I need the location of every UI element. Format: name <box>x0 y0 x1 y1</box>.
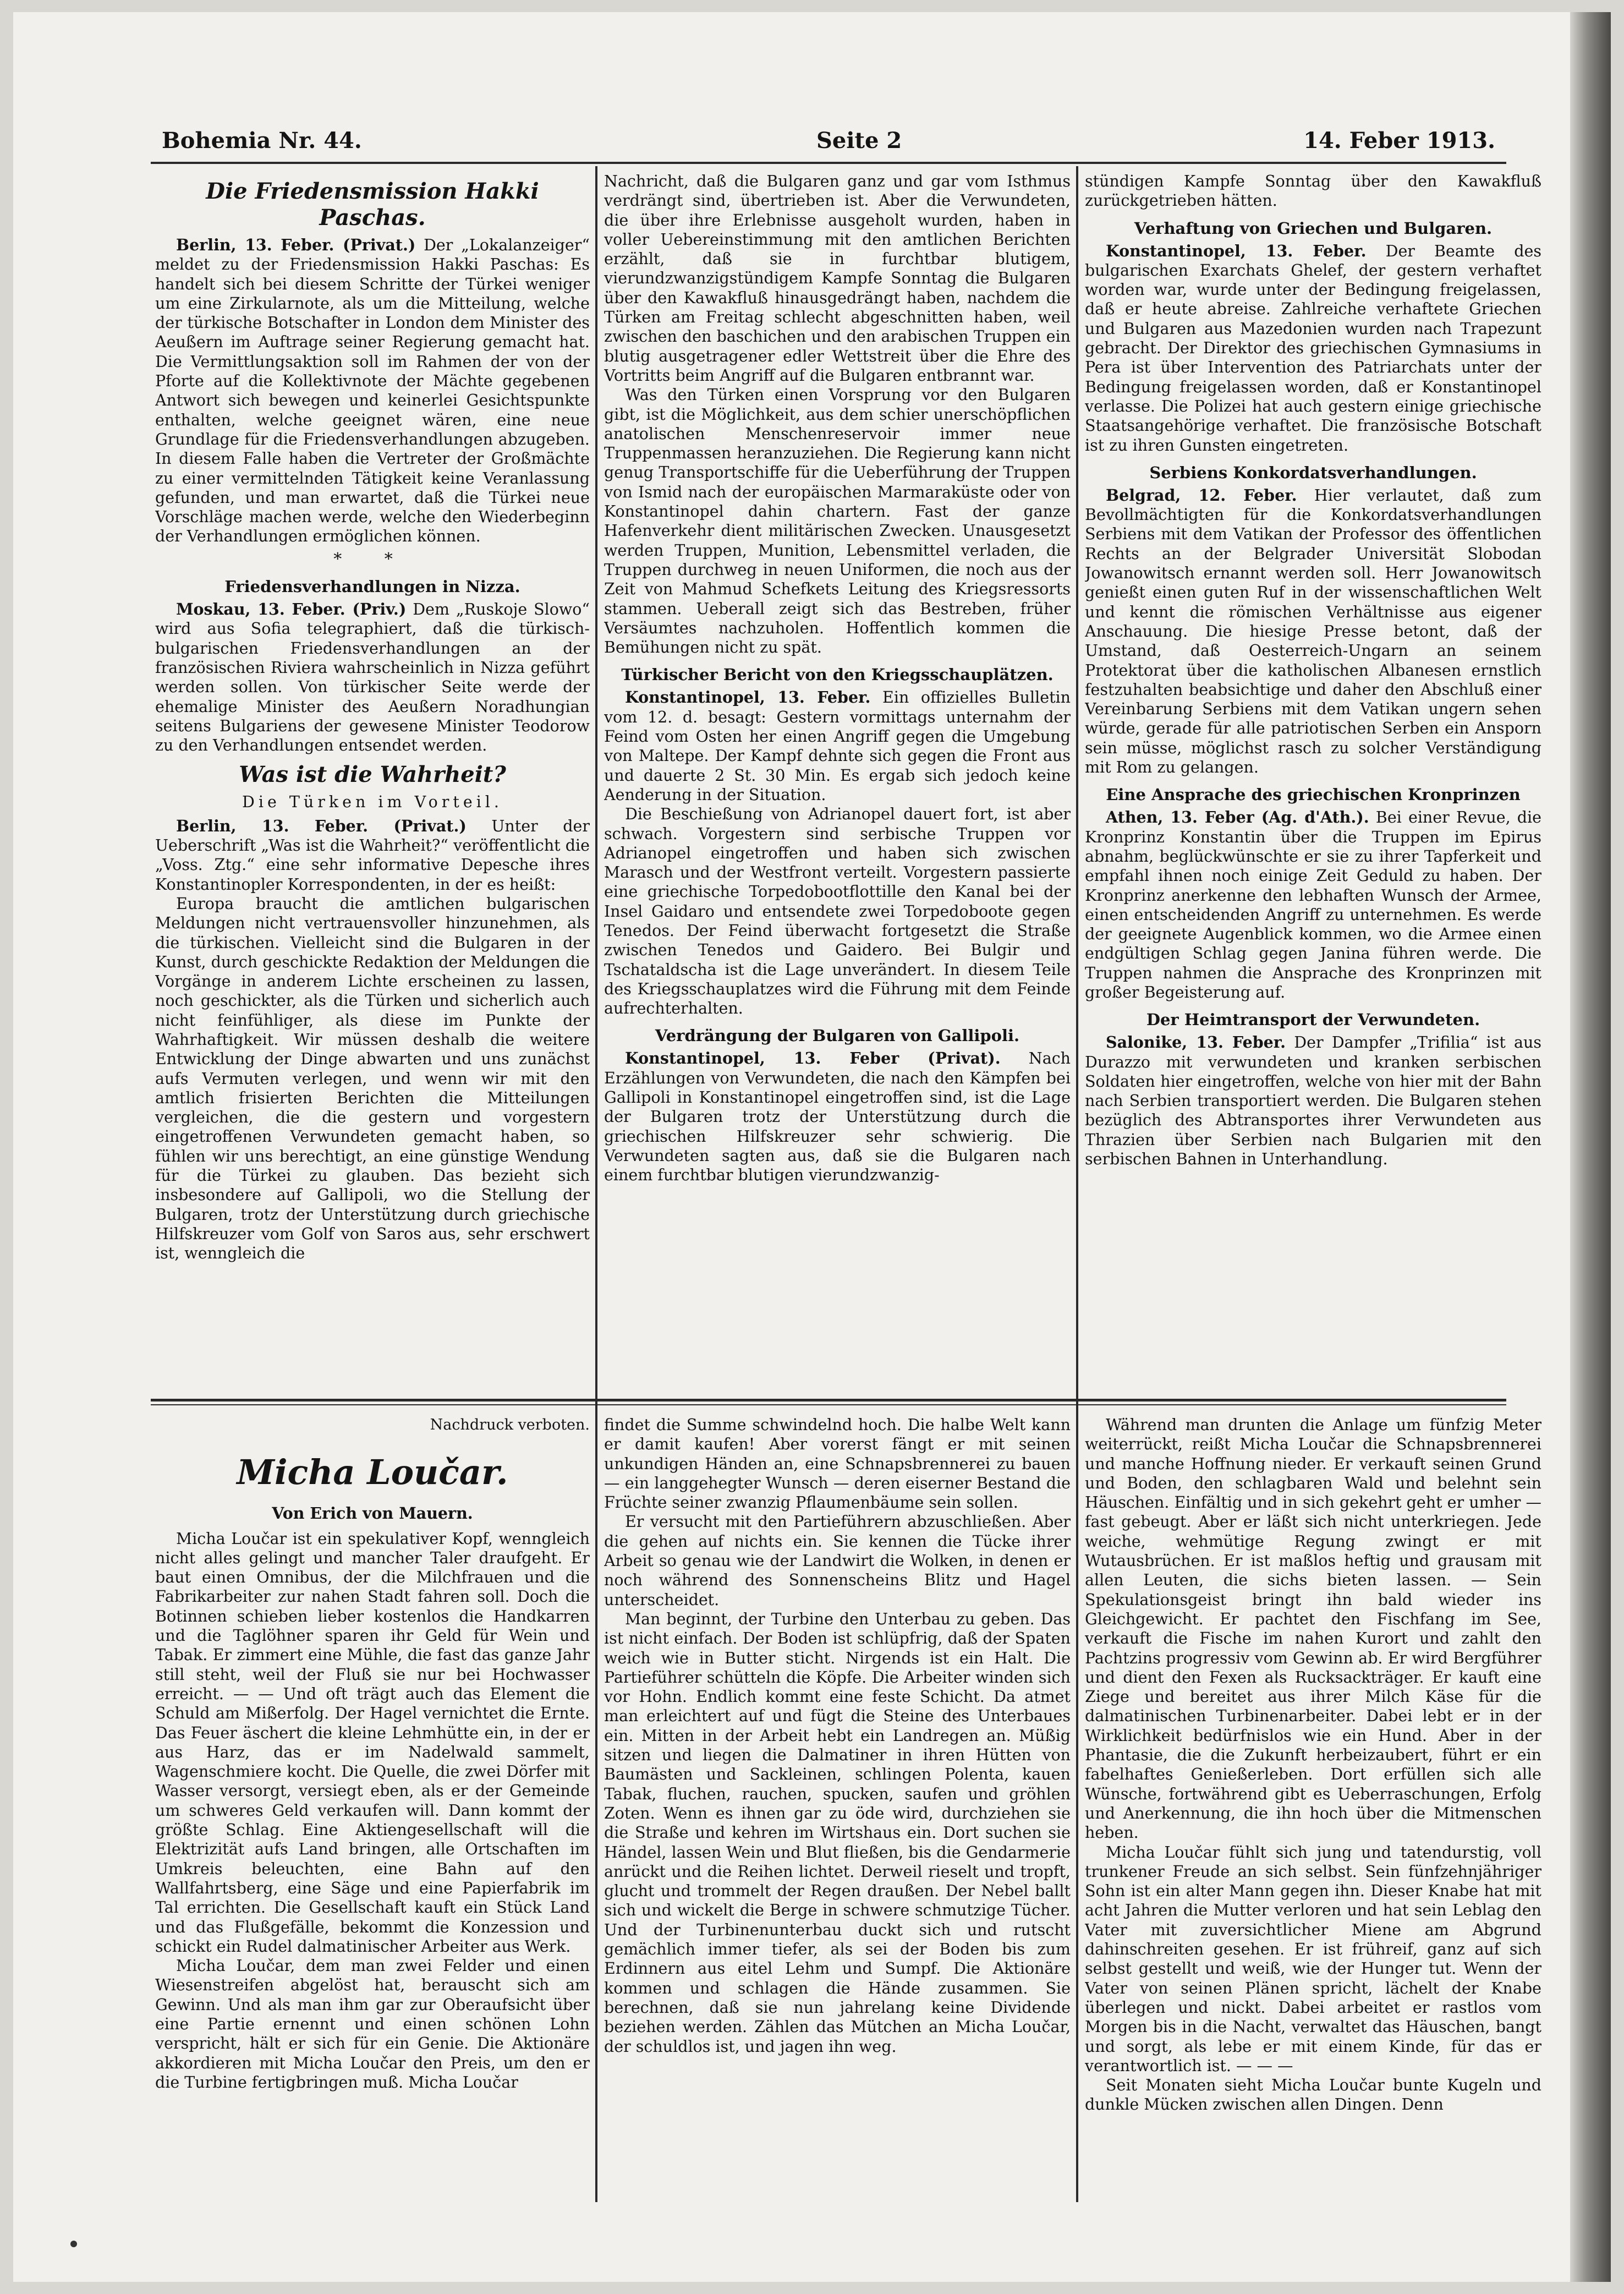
feuilleton-paragraph: Micha Loučar, dem man zwei Felder und einen Wiesenstreifen abgelöst hat, berauscht sich am Gewinn. Und als man ihm gar zur Oberaufsicht über eine Partie ernennt und einen schönen Lohn verspricht, hält er sich für ein Genie. Die Aktionäre akkordieren mit Micha Loučar den Preis, um den er die Turbine fertigbringen muß. Micha Loučar <box>155 1957 590 2092</box>
feuilleton-rule-top <box>151 1399 1506 1401</box>
reprint-notice: Nachdruck verboten. <box>430 1416 590 1433</box>
article-title-kriegsschauplaetze: Türkischer Bericht von den Kriegsschauplätzen. <box>621 665 1054 685</box>
margin-mark <box>70 2241 77 2247</box>
feuilleton-paragraph: findet die Summe schwindelnd hoch. Die halbe Welt kann er damit kaufen! Aber vorerst fängt er mit seinen unkundigen Händen an, eine Schnapsbrennerei zu bauen — ein langgehegter Wunsch — deren eiserner Bestand die Früchte seiner zwanzig Pflaumenbäume sein sollen. <box>604 1416 1071 1512</box>
header-page-number: Seite 2 <box>816 128 902 154</box>
feuilleton-column-rule-2 <box>1076 1410 1078 2202</box>
page-header <box>151 122 1506 161</box>
article-paragraph: Konstantinopel, 13. Feber. Ein offizielles Bulletin vom 12. d. besagt: Gestern vormittags unternahm der Feind vom Osten her einen Angriff gegen die Umgebung von Maltepe. Der Kampf dehnte sich gegen die Front aus und dauerte 2 St. 30 Min. Es ergab sich jedoch keine Aenderung in der Situation. <box>604 688 1071 804</box>
article-title-verhaftung: Verhaftung von Griechen und Bulgaren. <box>1134 218 1493 238</box>
article-title-wahrheit: Was ist die Wahrheit? <box>239 762 506 788</box>
feuilleton-byline: Von Erich von Mauern. <box>272 1504 473 1523</box>
article-paragraph: Salonike, 13. Feber. Der Dampfer „Trifilia“ ist aus Durazzo mit verwundeten und kranken serbischen Soldaten hier eingetroffen, welche von hier mit der Bahn nach Serbien transportiert werden. Die Bulgaren stehen bezüglich des Abtransportes ihrer Verwundeten aus Thrazien über Serbien nach Bulgarien mit den serbischen Bahnen in Unterhandlung. <box>1085 1033 1541 1169</box>
feuilleton-title: Micha Loučar. <box>237 1452 508 1493</box>
column-rule-2 <box>1076 166 1078 1415</box>
article-paragraph: Konstantinopel, 13. Feber. Der Beamte des bulgarischen Exarchats Ghelef, der gestern verhaftet worden war, wurde unter der Bedingung freigelassen, daß er heute abreise. Zahlreiche verhaftete Griechen und Bulgaren aus Mazedonien wurden nach Trapezunt gebracht. Der Direktor des griechischen Gymnasiums in Pera ist über Intervention des Patriarchats unter der Bedingung freigelassen worden, daß er Konstantinopel verlasse. Die Polizei hat auch gestern einige griechische Staatsangehörige verhaftet. Die französische Botschaft ist zu ihren Gunsten eingetreten. <box>1085 241 1541 455</box>
feuilleton-column-rule-1 <box>595 1410 597 2202</box>
article-paragraph: Was den Türken einen Vorsprung vor den Bulgaren gibt, ist die Möglichkeit, aus dem schier unerschöpflichen anatolischen Menschenreservoir immer neue Truppenmassen heranzuziehen. Die Regierung kann nicht genug Transportschiffe für die Ueberführung der Truppen von Ismid nach der europäischen Marmaraküste oder von Konstantinopel dahin chartern. Fast der ganze Hafenverkehr dient militärischen Zwecken. Unausgesetzt werden Truppen, Munition, Lebensmittel verladen, die Truppen durchweg in neuen Uniformen, die noch aus der Zeit von Mahmud Schefkets Leitung des Kriegsressorts stammen. Ueberall zeigt sich das Bestreben, früher Versäumtes nachzuholen. Hoffentlich kommen die Bemühungen nicht zu spät. <box>604 386 1071 657</box>
header-date: 14. Feber 1913. <box>1303 128 1495 154</box>
feuilleton-paragraph: Micha Loučar fühlt sich jung und tatendurstig, voll trunkener Freude an sich selbst. Sein fünfzehnjähriger Sohn ist ein alter Mann gegen ihn. Dieser Knabe hat mit acht Jahren die Mutter verloren und hat sein Leblag den Vater mit zuversichtlicher Miene am Abgrund dahinschreiten gesehen. Er ist frühreif, ganz auf sich selbst gestellt und weiß, wie der Hunger tut. Wenn der Vater von seinen Plänen spricht, lächelt der Knabe überlegen und nickt. Dabei arbeitet er rastlos vom Morgen bis in die Nacht, verwaltet das Häuschen, bangt und sorgt, als lebe er mit einem Kinde, für das er verantwortlich ist. — — — <box>1085 1843 1541 2075</box>
feuilleton-paragraph: Er versucht mit den Partieführern abzuschließen. Aber die gehen auf nichts ein. Sie kennen die Tücke ihrer Arbeit so genau wie der Landwirt die Wolken, in denen er noch während des Sonnenscheins Blitz und Hagel unterscheidet. <box>604 1513 1071 1609</box>
article-subtitle: Die Türken im Vorteil. <box>242 793 503 812</box>
column-2 <box>604 172 1071 1382</box>
column-rule-1 <box>595 166 597 1415</box>
newspaper-page <box>13 12 1611 2282</box>
page-binding-edge <box>1570 12 1611 2282</box>
section-separator-stars: * * <box>333 549 412 569</box>
article-title-kronprinz: Eine Ansprache des griechischen Kronprinzen <box>1106 785 1521 804</box>
column-1 <box>155 172 590 1382</box>
header-issue: Bohemia Nr. 44. <box>162 128 362 154</box>
feuilleton-paragraph: Man beginnt, der Turbine den Unterbau zu geben. Das ist nicht einfach. Der Boden ist schlüpfrig, daß der Spaten weich wie in Butter sticht. Nirgends ist ein Halt. Die Partieführer schütteln die Köpfe. Die Arbeiter winden sich vor Hohn. Endlich kommt eine feste Schicht. Da atmet man erleichtert auf und fügt die Steine des Unterbaues ein. Mitten in der Arbeit hebt ein Landregen an. Müßig sitzen und liegen die Dalmatiner in ihren Hütten von Baumästen und Sackleinen, schlingen Polenta, kauen Tabak, fluchen, rauchen, spucken, saufen und gröhlen Zoten. Wenn es ihnen gar zu öde wird, durchziehen sie die Straße und kehren im Wirtshaus ein. Dort suchen sie Händel, lassen Wein und Blut fließen, bis die Gendarmerie anrückt und die Reihen lichtet. Derweil rieselt und tropft, glucht und trommelt der Regen draußen. Der Nebel ballt sich und wickelt die Berge in schwere schmutzige Tücher. Und der Turbinenunterbau duckt sich und rutscht gemächlich immer tiefer, als sei der Boden bis zum Erdinnern aus eitel Lehm und Sumpf. Die Aktionäre kommen und schlagen die Hände zusammen. Sie berechnen, daß sie nun jahrelang keine Dividende beziehen werden. Zählen das Mütchen an Micha Loučar, der schuldlos ist, und jagen ihn weg. <box>604 1609 1071 2056</box>
article-paragraph: Konstantinopel, 13. Feber (Privat). Nach Erzählungen von Verwundeten, die nach den Kämpfen bei Gallipoli in Konstantinopel eingetroffen sind, ist die Lage der Bulgaren trotz der Unterstützung durch die griechischen Hilfskreuzer sehr schwierig. Die Verwundeten sagten aus, daß sie die Bulgaren nach einem furchtbar blutigen vierundzwanzig- <box>604 1049 1071 1185</box>
article-paragraph: Belgrad, 12. Feber. Hier verlautet, daß zum Bevollmächtigten für die Konkordatsverhandlungen Serbiens mit dem Vatikan der Professor des öffentlichen Rechts an der Belgrader Universität Slobodan Jowanowitsch ernannt werden soll. Herr Jowanowitsch genießt einen guten Ruf in der wissenschaftlichen Welt und kennt die römischen Verhältnisse aus eigener Anschauung. Die hiesige Presse betont, daß der Umstand, daß Oesterreich-Ungarn an seinem Protektorat über die katholischen Albanesen ernstlich festzuhalten beabsichtige und daher den Abschluß einer Vereinbarung Serbiens mit dem Vatikan ungern sehen würde, gerade für alle patriotischen Serben ein Ansporn sein müsse, möglichst rasch zu solcher Verständigung mit Rom zu gelangen. <box>1085 485 1541 777</box>
feuilleton-column-2 <box>604 1415 1071 2197</box>
article-paragraph: Athen, 13. Feber (Ag. d'Ath.). Bei einer Revue, die Kronprinz Konstantin über die Truppen im Epirus abnahm, beglückwünschte er sie zu ihrer Tapferkeit und empfahl ihnen noch einige Zeit Geduld zu haben. Der Kronprinz anerkenne den lebhaften Wunsch der Armee, einen entscheidenden Angriff zu unternehmen. Es werde der geeignete Augenblick kommen, wo die Armee einen endgültigen Schlag gegen Janina führen werde. Die Truppen nahmen die Ansprache des Kronprinzen mit großer Begeisterung auf. <box>1085 808 1541 1001</box>
article-title-heimtransport: Der Heimtransport der Verwundeten. <box>1146 1010 1480 1030</box>
article-title-nizza: Friedensverhandlungen in Nizza. <box>224 577 520 596</box>
article-paragraph: Europa braucht die amtlichen bulgarischen Meldungen nicht vertrauensvoller hinzunehmen, als die türkischen. Vielleicht sind die Bulgaren in der Kunst, durch geschickte Redaktion der Meldungen die Vorgänge in anderem Lichte erscheinen zu lassen, noch geschickter, als die Türken und sicherlich auch nicht feinfühliger, als diese im Punkte der Wahrhaftigkeit. Wir müssen deshalb die weitere Entwicklung der Dinge abwarten und uns zunächst aufs Vermuten verlegen, und wenn wir mit den amtlich frisierten Berichten die Mitteilungen vergleichen, die die gestern und vorgestern eingetroffenen Verwundeten gemacht haben, so fühlen wir uns berechtigt, an eine günstige Wendung für die Türkei zu glauben. Das bezieht sich insbesondere auf Gallipoli, wo die Stellung der Bulgaren, trotz der Unterstützung durch griechische Hilfskreuzer vom Golf von Saros aus, sehr erschwert ist, wenngleich die <box>155 894 590 1263</box>
article-paragraph: Nachricht, daß die Bulgaren ganz und gar vom Isthmus verdrängt sind, übertrieben ist. Aber die Verwundeten, die über ihre Erlebnisse ausgeholt wurden, haben in voller Uebereinstimmung mit den amtlichen Berichten erzählt, daß sie in furchtbar blutigem, vierundzwanzigstündigem Kampfe Sonntag die Bulgaren über den Kawakfluß hinausgedrängt haben, nachdem die Türken am Freitag schlecht abgeschnitten haben, weil zwischen den baschichen und den arabischen Truppen ein blutig ausgetragener edler Wettstreit über die Ehre des Vortritts beim Angriff auf die Bulgaren entbrannt war. <box>604 172 1071 385</box>
feuilleton-paragraph: Micha Loučar ist ein spekulativer Kopf, wenngleich nicht alles gelingt und mancher Taler draufgeht. Er baut einen Omnibus, der die Milchfrauen und die Fabrikarbeiter zur nahen Stadt fahren soll. Doch die Botinnen schieben lieber kostenlos die Handkarren und die Taglöhner sparen ihr Geld für Wein und Tabak. Er zimmert eine Mühle, die fast das ganze Jahr still steht, weil der Fluß sie nur bei Hochwasser erreicht. — — Und oft trägt auch das Element die Schuld am Mißerfolg. Der Hagel vernichtet die Ernte. Das Feuer äschert die kleine Lehmhütte ein, in der er aus Harz, das er im Nadelwald sammelt, Wagenschmiere kocht. Die Quelle, die zwei Dörfer mit Wasser versorgt, versiegt eben, als er der Gemeinde um schweres Geld verkaufen will. Dann kommt der größte Schlag. Eine Aktiengesellschaft will die Elektrizität aufs Land bringen, alle Ortschaften im Umkreis beleuchten, eine Bahn auf den Wallfahrtsberg, eine Säge und eine Papierfabrik im Tal errichten. Die Gesellschaft kauft ein Stück Land und das Flußgefälle, bekommt die Konzession und schickt ein Rudel dalmatinischer Arbeiter aus Werk. <box>155 1529 590 1956</box>
feuilleton-paragraph: Während man drunten die Anlage um fünfzig Meter weiterrückt, reißt Micha Loučar die Schnapsbrennerei und manche Hoffnung nieder. Er verkauft seinen Grund und Boden, den schlagbaren Wald und belehnt sein Häuschen. Einfältig und in sich gekehrt geht er umher — fast gebeugt. Aber er läßt sich nicht unterkriegen. Jede weiche, wehmütige Regung zwingt er mit Wutausbrüchen. Er ist maßlos heftig und grausam mit allen Leuten, die sichs bieten lassen. — Sein Spekulationsgeist bringt ihn bald wieder ins Gleichgewicht. Er pachtet den Fischfang im See, verkauft die Fische im nahen Kurort und zahlt den Pachtzins progressiv vom Gewinn ab. Er wird Bergführer und dient den Fexen als Rucksackträger. Er kauft eine Ziege und bereitet aus ihrer Milch Käse für die dalmatinischen Turbinenarbeiter. Dabei lebt er in der Wirklichkeit bedürfnislos wie ein Hund. Aber in der Phantasie, die die Zukunft herbeizaubert, führt er ein fabelhaftes Genießerleben. Dort erfüllen sich alle Wünsche, fortwährend gibt es Ueberraschungen, Erfolg und Anerkennung, die ihn hoch über die Mitmenschen heben. <box>1085 1416 1541 1842</box>
header-rule <box>151 162 1506 164</box>
article-paragraph: Moskau, 13. Feber. (Priv.) Dem „Ruskoje Slowo“ wird aus Sofia telegraphiert, daß die türkisch-bulgarischen Friedensverhandlungen an der französischen Riviera wahrscheinlich in Nizza geführt werden sollen. Von türkischer Seite werde der ehemalige Minister des Aeußern Noradhungian seitens Bulgariens der gewesene Minister Teodorow zu den Verhandlungen entsendet werden. <box>155 600 590 755</box>
feuilleton-paragraph: Seit Monaten sieht Micha Loučar bunte Kugeln und dunkle Mücken zwischen allen Dingen. Denn <box>1085 2076 1541 2114</box>
article-paragraph: Berlin, 13. Feber. (Privat.) Unter der Ueberschrift „Was ist die Wahrheit?“ veröffentlicht die „Voss. Ztg.“ eine sehr informative Depesche ihres Konstantinopler Korrespondenten, in der es heißt: <box>155 816 590 894</box>
article-paragraph: Die Beschießung von Adrianopel dauert fort, ist aber schwach. Vorgestern sind serbische Truppen vor Adrianopel eingetroffen und haben sich zwischen Marasch und der Westfront verteilt. Vorgestern passierte eine griechische Torpedobootflottille den Kanal bei der Insel Gaidaro und entsendete zwei Torpedoboote gegen Tenedos. Der Feind überwacht fortgesetzt die Straße zwischen Tenedos und Gaidero. Bei Bulgir und Tschataldscha ist die Lage unverändert. In diesem Teile des Kriegsschauplatzes wird die Führung mit dem Feinde aufrechterhalten. <box>604 805 1071 1018</box>
column-3 <box>1085 172 1541 1382</box>
article-title-konkordat: Serbiens Konkordatsverhandlungen. <box>1149 463 1477 482</box>
article-paragraph: stündigen Kampfe Sonntag über den Kawakfluß zurückgetrieben hätten. <box>1085 172 1541 210</box>
feuilleton-column-3 <box>1085 1415 1541 2197</box>
article-paragraph: Berlin, 13. Feber. (Privat.) Der „Lokalanzeiger“ meldet zu der Friedensmission Hakki Paschas: Es handelt sich bei diesem Schritte der Türkei weniger um eine Zirkularnote, als um die Mitteilung, welche der türkische Botschafter in London dem Minister des Aeußern im Auftrage seiner Regierung gemacht hat. Die Vermittlungsaktion soll im Rahmen der von der Pforte auf die Kollektivnote der Mächte gegebenen Antwort sich bewegen und keinerlei Gesichtspunkte enthalten, welche geeignet wären, eine neue Grundlage für die Friedensverhandlungen abzugeben. In diesem Falle haben die Vertreter der Großmächte zu einer vermittelnden Tätigkeit keine Veranlassung gefunden, und man erwartet, daß die Türkei neue Vorschläge machen werde, welche den Wiederbeginn der Verhandlungen ermöglichen können. <box>155 236 590 546</box>
article-title-gallipoli: Verdrängung der Bulgaren von Gallipoli. <box>655 1026 1020 1045</box>
feuilleton-column-1 <box>155 1415 590 2197</box>
article-title-friedensmission: Die Friedensmission Hakki Paschas. <box>206 178 539 231</box>
feuilleton-rule-bottom <box>151 1404 1506 1405</box>
